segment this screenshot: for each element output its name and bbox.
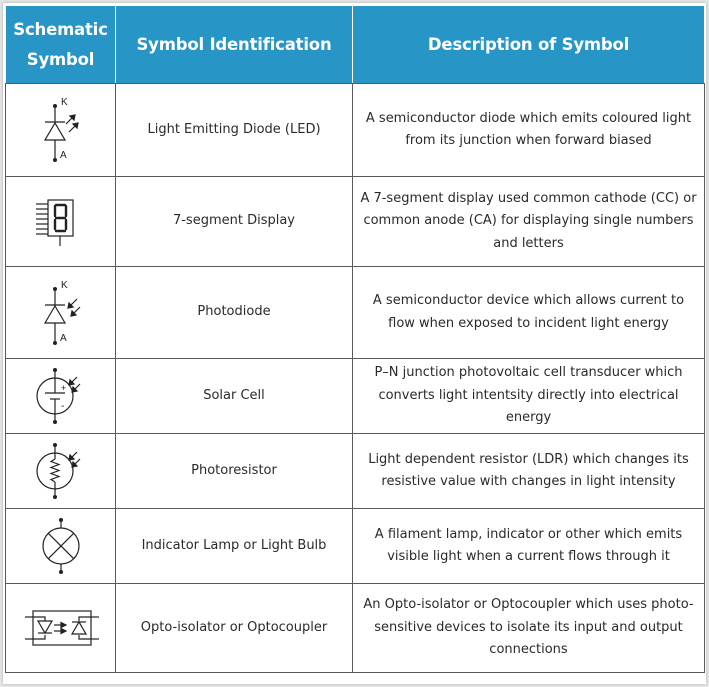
svg-text:-: - [60, 401, 64, 412]
description-cell: A semiconductor device which allows current to flow when exposed to incident light energy [353, 267, 705, 359]
symbol-cell [6, 267, 116, 359]
table-row [6, 177, 705, 267]
description-cell: An Opto-isolator or Optocoupler which uses photo-sensitive devices to isolate its input and output connections [353, 584, 705, 673]
table-row [6, 359, 705, 434]
led-anode-label: A [59, 150, 67, 161]
header-schematic-symbol: Schematic Symbol [6, 6, 116, 84]
led-symbol-icon [31, 94, 91, 166]
description-cell: A semiconductor diode which emits coloured light from its junction when forward biased [353, 84, 705, 177]
symbol-cell [6, 359, 116, 434]
symbol-table-panel [3, 3, 706, 684]
photodiode-anode-label: A [59, 332, 67, 344]
photoresistor-symbol-icon [31, 439, 91, 503]
header-symbol-identification: Symbol Identification [116, 6, 353, 84]
indicator-lamp-symbol-icon [31, 514, 91, 578]
table-row [6, 584, 705, 673]
seven-segment-display-icon [31, 194, 91, 250]
identification-cell: 7-segment Display [116, 177, 353, 267]
symbol-cell [6, 434, 116, 509]
solar-cell-symbol-icon [31, 364, 91, 428]
photodiode-cathode-label: K [60, 279, 68, 291]
svg-text:+: + [60, 383, 66, 393]
symbol-cell [6, 84, 116, 177]
description-cell: Light dependent resistor (LDR) which changes its resistive value with changes in light intensity [353, 434, 705, 509]
description-cell: P–N junction photovoltaic cell transducer which converts light intentsity directly into electrical energy [353, 359, 705, 434]
identification-cell: Indicator Lamp or Light Bulb [116, 509, 353, 584]
description-cell: A 7-segment display used common cathode (CC) or common anode (CA) for displaying single numbers and letters [353, 177, 705, 267]
symbol-cell [6, 584, 116, 673]
identification-cell: Solar Cell [116, 359, 353, 434]
description-cell: A filament lamp, indicator or other which emits visible light when a current flows through it [353, 509, 705, 584]
table-header-row [6, 6, 705, 84]
identification-cell: Light Emitting Diode (LED) [116, 84, 353, 177]
header-description: Description of Symbol [353, 6, 705, 84]
table-row [6, 84, 705, 177]
opto-isolator-symbol-icon [21, 603, 101, 653]
table-row [6, 267, 705, 359]
led-cathode-label: K [60, 97, 68, 108]
photodiode-symbol-icon [31, 277, 91, 349]
identification-cell: Opto-isolator or Optocoupler [116, 584, 353, 673]
table-row [6, 509, 705, 584]
table-row [6, 434, 705, 509]
identification-cell: Photoresistor [116, 434, 353, 509]
symbol-cell [6, 177, 116, 267]
symbol-cell [6, 509, 116, 584]
schematic-symbols-table [5, 5, 705, 673]
identification-cell: Photodiode [116, 267, 353, 359]
